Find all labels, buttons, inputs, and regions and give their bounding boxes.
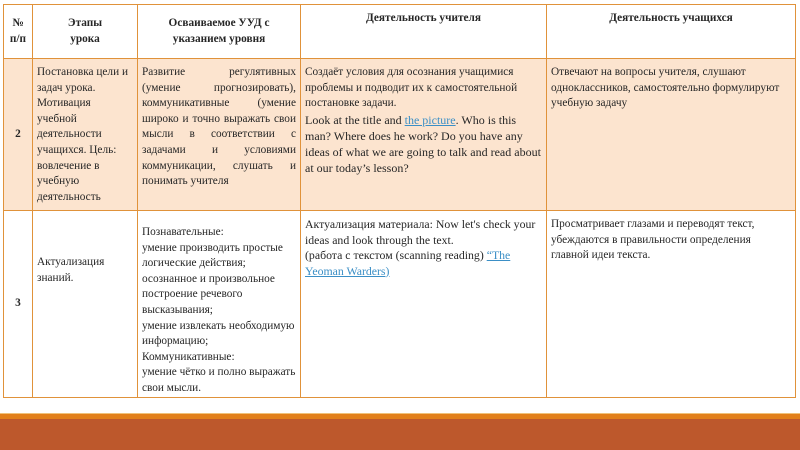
teacher-activity-prompt [305,248,542,279]
stage-text: Актуализация знаний. [37,256,105,284]
row-number: 2 [4,59,33,211]
row-number: 3 [4,211,33,398]
lesson-plan-table [3,4,796,398]
header-number-line2: п/п [9,32,27,45]
teacher-activity-cell [301,211,547,398]
stage-cell [33,59,138,211]
prompt-text-after: . Who is this man? Where does he work? Do you have any ideas of what we are going to talk and read about at our today’s lesson? [305,112,541,175]
header-stages-line1: Этапы [67,16,103,29]
student-activity-cell [547,59,796,211]
header-number [4,5,33,59]
skills-text: Развитие регулятивных (умение прогнозировать), коммуникативные (умение широко и точно выражать свои мысли в соответствии с задачами и условиями коммуникации, слушать и понимать учителя [142,66,296,188]
skills-cell [138,211,301,398]
teacher-activity-intro: Актуализация материала: Now let's check your ideas and look through the text. [305,217,536,247]
student-activity-text: Просматривает глазами и переводят текст, убеждаются в правильности определения главной идеи текста. [551,218,755,262]
header-skills-line2: указанием уровня [172,32,266,45]
stage-text: Постановка цели и задач урока. Мотивация учебной деятельности учащихся. Цель: вовлечение в учебную деятельность [37,66,128,203]
table-header-row [4,5,796,59]
header-stages-line2: урока [70,32,100,45]
header-number-line1: № [12,16,24,29]
teacher-activity-cell [301,59,547,211]
header-student-activity [547,5,796,59]
skills-text: Познавательные: умение производить простые логические действия; осознанное и произвольное построение речевого высказывания; умение извлекать необходимую информацию; Коммуникативные: умение чётко и полно выражать свои мысли. [142,226,296,394]
picture-link[interactable]: the picture [404,112,456,127]
teacher-activity-content [301,211,546,279]
teacher-activity-prompt [305,112,542,176]
prompt-text-before: (работа с текстом (scanning reading) [305,248,487,263]
header-skills-line1: Осваиваемое УУД с [168,16,270,29]
table-row [4,211,796,398]
footer-band [0,419,800,450]
prompt-text-before: Look at the title and [305,112,405,127]
student-activity-text: Отвечают на вопросы учителя, слушают одноклассников, самостоятельно формулируют учебную задачу [551,66,780,110]
header-student-activity-label: Деятельность учащихся [609,12,733,24]
header-skills [138,5,301,59]
header-teacher-activity-label: Деятельность учителя [366,12,481,24]
table-row [4,59,796,211]
skills-cell [138,59,301,211]
yeoman-warders-link[interactable]: “The Yeoman Warders) [305,248,511,278]
header-teacher-activity [301,5,547,59]
teacher-activity-intro: Создаёт условия для осознания учащимися проблемы и подводит их к самостоятельной постановке задачи. [305,66,518,110]
teacher-activity-content [301,59,546,176]
header-stages [33,5,138,59]
student-activity-cell [547,211,796,398]
stage-cell [33,211,138,398]
